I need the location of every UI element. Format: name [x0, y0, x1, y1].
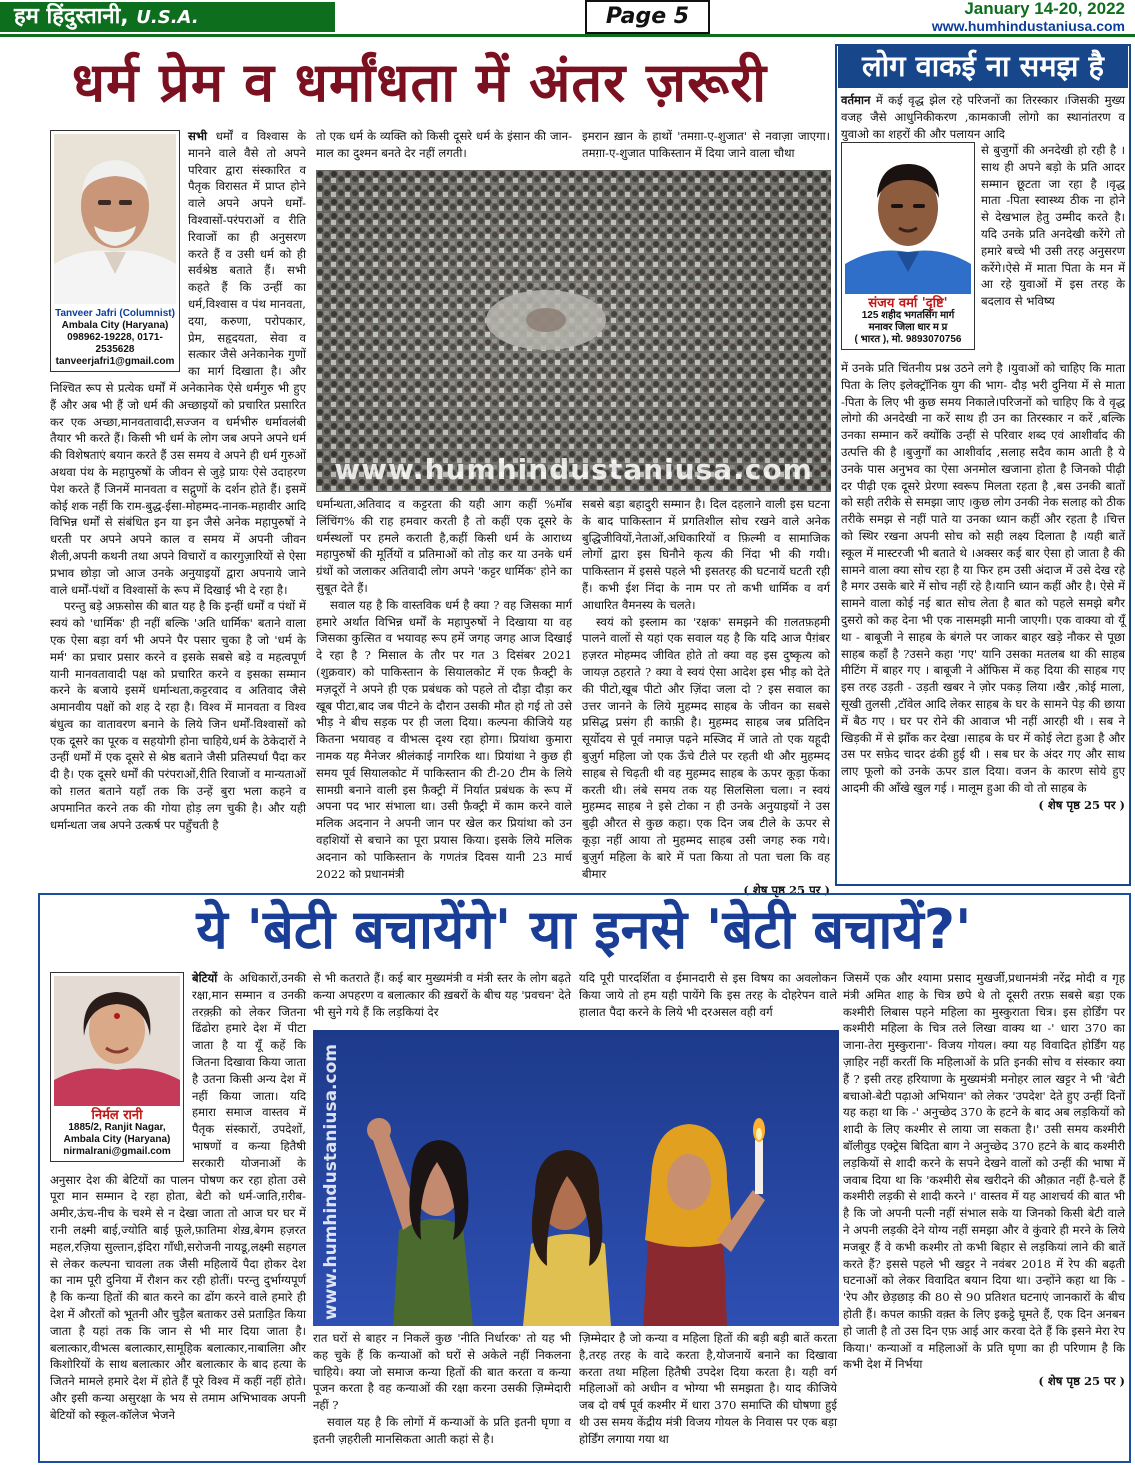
- paragraph: ज़िम्मेदार है जो कन्या व महिला हितों की बड़ी बड़ी बातें करता है,तरह तरह के वादे करता है,योजनायें बनाने का दिखावा करता तथा महिला हितैषी उपदेश दिया करता है। यही वर्ग महिलाओं को अधीन व भोग्या भी समझता है। याद कीजिये जब दो वर्ष पूर्व कश्मीर में धारा 370 समाप्ति की घोषणा हुई थी उस समय केंद्रीय मंत्री विजय गोयल के निवास पर एक बड़ा होर्डिंग लगाया गया था: [579, 1331, 837, 1446]
- author-portrait: [845, 146, 971, 294]
- paragraph: सवाल यह है कि वास्तविक धर्म है क्या ? वह जिसका मार्ग हमारे अर्थात विभिन्न धर्मों के महापुरुषों ने दिखाया या वह जिसका कुत्सित व भयावह रूप हमें जगह जगह आज दिखाई दे रहा है ? मिसाल के तौर पर गत 3 दिसंबर 2021 (शुक्रवार) को पाकिस्तान के सियालकोट में एक फ़ैक्ट्री के मज़दूरों ने अपने ही एक प्रबंधक को पहले तो दौड़ा दौड़ा कर खूब पीटा,बाद जब पीटने के दौरान उसकी मौत हो गई तो उसे भीड़ ने बीच सड़क पर ही जला दिया। कल्पना कीजिये यह कितना भयावह व वीभत्स दृश्य रहा होगा। प्रियांथा कुमारा नामक यह मैनेजर श्रीलंकाई नागरिक था। प्रियांथा ने कुछ ही समय पूर्व सियालकोट में पाकिस्तान की टी-20 टीम के लिये सामग्री बनाने वाली इस फ़ैक्ट्री में निर्यात प्रबंधक के रूप में अपना पद भार संभाला था। उसी फ़ैक्ट्री में काम करने वाले मलिक अदनान ने अपनी जान पर खेल कर प्रियांथा को उन वहशियों से बचाने का पूरा प्रयास किया। इसके लिये मलिक अदनान को पाकिस्तान के गणतंत्र दिवस यानी 23 मार्च 2022 को प्रधानमंत्री: [316, 597, 572, 881]
- story2-author-box: [50, 972, 184, 1162]
- author-name: संजय वर्मा 'दृष्टि': [868, 296, 948, 311]
- drop-lead: वर्तमान: [841, 93, 871, 107]
- story2-headline: ये 'बेटी बचायेंगे' या इनसे 'बेटी बचायें?': [196, 898, 972, 961]
- paragraph: से बुजुर्गो की अनदेखी हो रही है ।साथ ही अपने बड़ो के प्रति आदर सम्मान छूटता जा रहा है ।वृद्ध माता -पिता स्वास्थ्य ठीक ना होने से देखभाल हेतु उम्मीद करते है। यदि उनके प्रति अनदेखी करेंगे तो हमारे बच्चे भी उसी तरह अनुसरण करेंगे।ऐसे में माता पिता के मन में आ रहे युवाओं में इस तरह के बदलाव से भविष्य: [981, 143, 1125, 309]
- paper-name-banner: [0, 2, 335, 32]
- author-address: 1885/2, Ranjit Nagar,: [68, 1122, 166, 1133]
- women-illustration-image: [313, 1030, 839, 1326]
- author-phone: 098962-19228, 0171-2535628: [67, 332, 163, 355]
- paragraph-text: धर्मों व विश्वास के मानने वाले वैसे तो अपने परिवार द्वारा संस्कारित व पैतृक विरासत में प्राप्त होने वाले अपने अपने धर्मों-विश्वासों-परंपराओं व रीति रिवाजों का ही अनुसरण करते हैं व उसी धर्म को ही सर्वश्रेष्ठ बताते हैं। सभी कहते हैं कि उन्हीं का धर्म,विश्वास व पंथ मानवता, दया, करुणा, परोपकार, प्रेम, सहृदयता, सेवा व सत्कार जैसे अनेकानेक गुणों का मार्ग दिखाता है। और निश्चित रूप से प्रत्येक धर्मों में अनेकानेक ऐसे धर्मगुरु भी हुए हैं और अब भी हैं जो धर्म की अच्छाइयों को प्रचारित प्रसारित कर एक अच्छा,मानवतावादी,सज्जन व धर्मभीरु धर्मावलंबी तैयार भी करते हैं। किसी भी धर्म के लोग जब अपने अपने धर्म की विशेषताएं बयान करते हैं उस समय वे अपने ही धर्म गुरुओं अथवा पंथ के महापुरुषों के जीवन से जुड़े प्रायः ऐसे उदाहरण पेश करते हैं जिनमें मानवता व सद्गुणों के दर्शन होते हैं। इसमें कोई शक नहीं कि राम-बुद्ध-ईसा-मोहम्मद-नानक-महावीर आदि विभिन्न धर्मों से संबंधित इन या इन जैसे अनेक महापुरुषों ने धरती पर अपने अपने काल व समय में अपनी जीवन शैली,अपनी कथनी तथा अपने विचारों व कारगुज़ारियों से ऐसा प्रभाव छोड़ा जो आज उनके अनुयाइयों द्वारा अपनाये जाने वाले धर्मों-पंथों व विश्वासों के रूप में दिखाई भी दे रहा है।: [50, 129, 306, 597]
- paragraph: में उनके प्रति चिंतनीय प्रश्न उठने लगे है ।युवाओं को चाहिए कि माता पिता के लिए इलेक्ट्रॉनिक युग की भाग- दौड़ भरी दुनिया में से माता -पिता के लिए भी कुछ समय निकाले।परिजनों को चाहिए कि वे वृद्ध लोगो की अनदेखी ना करें साथ ही उन का तिरस्कार न करें ,बल्कि उनका सम्मान करें क्योंकि उन्हीं से परिवार शब्द एवं आशीर्वाद की उत्पत्ति की है ।बुजुर्गों का आशीर्वाद ,सलाह सदैव काम आती है ये उनके पास अनुभव का ऐसा अनमोल खजाना होता है जिनको पीढ़ी दर पीढ़ी एक दूसरे प्रेरणा स्वरूप मिलता रहता है ,बस उनकी बातों को सही तरीके से समझा जाए ।कुछ लोग उनकी नेक सलाह को ठीक तरीके समझ से नहीं पाते या उनका ध्यान कहीं और रहता है ।चित्त को स्थिर रखना अपनी सोच को सही लक्ष्य दिलाता है ।यही बातें स्कूल में मास्टरजी भी बताते थे ।अक्सर कई बार ऐसा हो जाता है की सामने वाला क्या सोच रहा है या फिर हम उसी अंदाज में उसे देख रहे है मगर उसके बारे में सोच नहीं रहे है।यानि ध्यान कहीं और है। ऐसे में सामने वाला कोई नई बात सोच लेता है बात को पहले समझे बगैर दुसरो को कह देना भी एक नासमझी मानी जाएगी। एक वाक्या वो यूँ था - बाबूजी ने साहब के बंगले पर जाकर बाहर खड़े नौकर से पूछा साहब कहाँ है ?उसने कहा 'गए' यानि उसका मतलब था की साहब मीटिंग में बाहर गए । बाबूजी ने ऑफिस में कह दिया की साहब गए इस तरह उड़ती - उड़ती खबर ने ज़ोर पकड़ लिया ।खैर ,कोई माला, सूखी तुलसी ,टॉवेल आदि लेकर साहब के घर के सामने पेड़ की छाया में बैठ गए । घर पर रोने की आवाज भी नहीं आरही थी । सब ने खिड़की में से झाँक कर देखा ।साहब के घर में कोई लेटा हुआ है और उस पर सफ़ेद चादर ढंकी हुई थी । सब घर के अंदर गए और साथ लाए फूलो को उनके ऊपर डाल दिया। वजन के कारण सोये हुए आदमी की आँखे खुल गई । मालूम हुआ की वो तो साहब के: [841, 361, 1125, 795]
- paragraph: [841, 92, 1125, 142]
- issue-info: [932, 0, 1125, 34]
- paragraph: स्वयं को इस्लाम का 'रक्षक' समझने की ग़लतफ़हमी पालने वालों से यहां एक सवाल यह है कि यदि आज पैग़ंबर हज़रत मोहम्मद जीवित होते तो क्या वह इस दुष्कृत्य को जायज़ ठहराते ? क्या वे स्वयं ऐसा आदेश इस भीड़ को देते की पीटो,खूब पीटो और ज़िंदा जला दो ? इस सवाल का उत्तर जानने के लिये मुहम्मद साहब के जीवन का सबसे प्रसिद्ध प्रसंग ही काफ़ी है। मुहम्मद साहब जब प्रतिदिन सूर्योदय से पूर्व नमाज़ पढ़ने मस्जिद में जाते तो एक यहूदी बुज़ुर्ग महिला जो एक ऊँचे टीले पर रहती थी और मुहम्मद साहब से चिढ़ती थी वह मुहम्मद साहब के ऊपर कूड़ा फेंका करती थी। लंबे समय तक यह सिलसिला चला। न स्वयं मुहम्मद साहब ने इसे टोका न ही उनके अनुयाइयों ने उस बुढ़ी औरत से कुछ कहा। एक दिन जब टीले के ऊपर से कूड़ा नहीं आया तो मुहम्मद साहब उसी जगह रुक गये। बुज़ुर्ग महिला के बारे में पता किया तो पता चला कि वह बीमार: [582, 614, 830, 881]
- story1-column-1: [50, 128, 306, 884]
- continued-note: ( शेष पृष्ठ 25 पर ): [1038, 1374, 1125, 1389]
- story1-headline: धर्म प्रेम व धर्मांधता में अंतर ज़रूरी: [71, 51, 768, 114]
- story2-column-3-top: [579, 970, 837, 1026]
- story1-column-2-top: [316, 128, 572, 168]
- photo-watermark: www.humhindustaniusa.com: [321, 1044, 341, 1320]
- continued-note: ( शेष पृष्ठ 25 पर ): [1038, 797, 1125, 812]
- author-phone: ( भारत ), मो. 9893070756: [854, 334, 962, 345]
- author-name: निर्मल रानी: [91, 1108, 143, 1123]
- sidebar-author-box: [841, 142, 975, 350]
- sidebar-column: [841, 360, 1125, 880]
- author-address-1: 125 शहीद भगतसिंग मार्ग: [861, 310, 955, 321]
- paragraph: धर्मान्धता,अतिवाद व कट्टरता की यही आग कहीं %मॉब लिंचिंग% की राह हमवार करती है तो कहीं एक दूसरे के धर्मस्थलों पर हमले कराती है,कहीं किसी धर्म के आराध्य महापुरुषों की मूर्तियों व प्रतिमाओं को तोड़ कर या उनके धर्म ग्रंथों को जलाकर अतिवादी लोग अपने 'कट्टर धार्मिक' होने का सुबूत देते हैं।: [316, 497, 572, 595]
- page-number: Page 5: [585, 0, 710, 34]
- paragraph-text: के अधिकारों,उनकी रक्षा,मान सम्मान व उनकी तरक़्क़ी को लेकर जितना ढिंढोरा हमारे देश में पीटा जाता है या यूँ कहें कि जितना दिखावा किया जाता है उतना किसी अन्य देश में नहीं किया जाता। यदि हमारा समाज वास्तव में पैतृक संस्कारों, उपदेशों, भाषणों व कन्या हितैषी सरकारी योजनाओं के अनुसार देश की बेटियों का पालन पोषण कर रहा होता उसे पूरा मान सम्मान दे रहा होता, बेटी को धर्म-जाति,ग़रीब-अमीर,ऊंच-नीच के चश्मे से न देखा जाता तो आज घर घर में रानी लक्ष्मी बाई,ज्योति बाई फ़ूले,फ़ातिमा शेख़,बेगम हज़रत महल,रज़िया सुल्तान,इंदिरा गाँधी,सरोजनी नायडू,लक्ष्मी सहगल से लेकर कल्पना चावला तक जैसी महिलायें पैदा होकर देश का नाम पूरी दुनिया में रौशन कर रही होतीं। परन्तु दुर्भाग्यपूर्ण है कि कन्या हितों की बात करने का ढोंग करने वाले हमारे ही देश में औरतों को भूतनी और चुड़ैल बताकर उसे प्रताड़ित किया जाता है यहां तक कि जान से भी मार दिया जाता है। बलात्कार,वीभत्स बलात्कार,सामूहिक बलात्कार,नाबालिग़ और किशोरियों के साथ बलात्कार और बलात्कार के बाद हत्या के जितने मामले हमारे देश में होते हैं पूरे विश्व में कहीं नहीं होते। और इसी कन्या असुरक्षा के भय से तमाम अभिभावक अपनी बेटियों को स्कूल-कॉलेज भेजने: [50, 971, 306, 1422]
- drop-lead: सभी: [188, 129, 207, 143]
- story1-column-2: [316, 496, 572, 884]
- paragraph: रात घरों से बाहर न निकलें कुछ 'नीति निर्धारक' तो यह भी कह चुके हैं कि कन्याओं को घरों से अकेले नहीं निकलना चाहिये। क्या जो समाज कन्या हितों की बात करता व कन्या पूजन करता है वह कन्याओं की रक्षा करना उसकी ज़िम्मेदारी नहीं ?: [313, 1331, 571, 1413]
- paragraph: सवाल यह है कि लोगों में कन्याओं के प्रति इतनी घृणा व इतनी ज़हरीली मानसिकता आती कहां से है।: [313, 1414, 571, 1446]
- paragraph: से भी कतराते हैं। कई बार मुख्यमंत्री व मंत्री स्तर के लोग बढ़ते कन्या अपहरण व बलात्कार की ख़बरों के बीच यह 'प्रवचन' देते भी सुने गये हैं कि लड़कियां देर: [313, 971, 571, 1019]
- paragraph: जिसमें एक और श्यामा प्रसाद मुखर्जी,प्रधानमंत्री नरेंद्र मोदी व गृह मंत्री अमित शाह के चित्र छपे थे तो दूसरी तरफ़ सबसे बड़ा एक कश्मीरी लिबास पहने महिला का मुस्कुराता चित्र। इस होर्डिंग पर कश्मीरी महिला के चित्र तले लिखा वाक्य था -' धारा 370 का जाना-तेरा मुस्कुराना'- विजय गोयल। क्या यह विवादित होर्डिंग यह ज़ाहिर नहीं करतीं कि महिलाओं के प्रति इनकी सोच व संस्कार क्या हैं ? इसी तरह हरियाणा के मुख्यमंत्री मनोहर लाल खट्टर ने भी 'बेटी बचाओ-बेटी पढ़ाओ अभियान' को लेकर 'उपदेश' देते हुए उन्हीं दिनों यह कहा था कि -' अनुच्छेद 370 के हटने के बाद अब लड़कियों को शादी के लिए कश्मीर से लाया जा सकता है।' उसी समय कश्मीरी बॉलीवुड एक्ट्रेस बिदिता बाग ने अनुच्छेद 370 हटने के बाद कश्मीरी लड़कियों से शादी करने के सपने देखने वालों को उन्हीं की भाषा में जवाब दिया था कि 'कश्मीरी सेब खरीदने की औक़ात नहीं है-चले हैं कश्मीरी लड़की से शादी करने ।' वास्तव में यह आशचर्य की बात भी है कि जो अपनी पत्नी नहीं संभाल सके या जिनको किसी बेटी वाले ने अपनी लड़की देने योग्य नहीं समझा और वे कुंवारे ही मरने के लिये मजबूर हैं वे कभी कश्मीर तो कभी बिहार से लड़कियां लाने की बातें करते हैं? इससे पहले भी खट्टर ने नवंबर 2018 में रेप की बढ़ती घटनाओं को लेकर विवादित बयान दिया था। उन्होंने कहा था कि -'रेप और छेड़छाड़ की 80 से 90 प्रतिशत घटनाएं जानकारों के बीच होती हैं। कपल काफ़ी वक़्त के लिए इकट्ठे घूमते हैं, एक दिन अनबन हो जाती है तो उस दिन एफ़ आई आर करवा देते हैं कि इसने मेरा रेप किया।' कन्याओं व महिलाओं के प्रति घृणा का ही परिणाम है कि कभी देश में निर्भया: [843, 971, 1125, 1372]
- issue-date: January 14-20, 2022: [964, 0, 1125, 18]
- author-portrait: [54, 976, 180, 1106]
- story2-column-3: [579, 1330, 837, 1458]
- paragraph: तो एक धर्म के व्यक्ति को किसी दूसरे धर्म के इंसान की जान-माल का दुश्मन बनते देर नहीं लगती।: [316, 129, 572, 160]
- story2-column-2-top: [313, 970, 571, 1026]
- story1-column-3-top: [582, 128, 830, 168]
- story2-column-2: [313, 1330, 571, 1458]
- author-email: nirmalrani@gmail.com: [63, 1146, 171, 1157]
- crowd-photo: [316, 170, 831, 492]
- photo-watermark: www.humhindustaniusa.com: [334, 453, 813, 486]
- crowd-photo-image: [316, 170, 831, 492]
- story1-author-box: [50, 130, 180, 372]
- paper-region: U.S.A.: [136, 7, 199, 28]
- drop-lead: बेटियों: [192, 971, 218, 985]
- masthead: [0, 0, 1135, 36]
- paragraph: परन्तु बड़े अफ़सोस की बात यह है कि इन्हीं धर्मों व पंथों में स्वयं को 'धार्मिक' ही नहीं बल्कि 'अति धार्मिक' बताने वाला एक ऐसा बड़ा वर्ग भी अपने पैर पसार चुका है जो 'धर्म के मर्म' का प्रचार प्रसार करने व इसके सबसे बड़े व महत्वपूर्ण यानी मानवतावादी पक्ष को प्रचारित करने व इसका सम्मान करने के बजाये इसमें धर्मान्धता,कट्टरवाद व अतिवाद जैसे अमानवीय पक्षों को शह दे रहा है। विश्व में मानवता व विश्व बंधुत्व का वातावरण बनाने के लिये जिन धर्मों-विश्वासों को एक दूसरे का पूरक व सहयोगी होना चाहिये,धर्म के ठेकेदारों ने उन्हीं धर्मों में एक दूसरे से श्रेष्ठ बताने जैसी प्रतिस्पर्धा पैदा कर दी है। एक दूसरे धर्मों की परंपराओं,रीति रिवाजों व मान्यताओं को ग़लत बताने यहाँ तक कि उन्हें बुरा भला कहने व अपमानित करने तक की गोया होड़ लग चुकी है। और यही धर्मान्धता जब अपने उत्कर्ष पर पहुँचती है: [50, 599, 306, 832]
- women-illustration: [313, 1030, 839, 1326]
- continued-note: ( शेष पृष्ठ 25 पर ): [743, 883, 830, 898]
- masthead-rule: [0, 34, 1135, 37]
- author-email: tanveerjafri1@gmail.com: [55, 356, 175, 367]
- paragraph: इमरान ख़ान के हाथों 'तमग़ा-ए-शुजात' से नवाज़ा जाएगा। तमग़ा-ए-शुजात पाकिस्तान में दिया जाने वाला चौथा: [582, 129, 830, 160]
- sidebar-intro: [841, 92, 1125, 140]
- sidebar-wrap-text: [981, 142, 1125, 360]
- author-city: Ambala City (Haryana): [61, 320, 169, 331]
- website-url: www.humhindustaniusa.com: [931, 18, 1125, 34]
- paragraph: सबसे बड़ा बहादुरी सम्मान है। दिल दहलाने वाली इस घटना के बाद पाकिस्तान में प्रगतिशील सोच रखने वाले अनेक बुद्धिजीवियों,नेताओं,अधिकारियों व फ़िल्मी व सामाजिक लोगों द्वारा इस घिनौने कृत्य की निंदा भी की गयी। पाकिस्तान में इससे पहले भी इसतरह की घटनायें घटती रही हैं। कभी ईश निंदा के नाम पर तो कभी धार्मिक व वर्ग आधारित वैमनस्य के चलते।: [582, 497, 830, 612]
- story2-column-1: [50, 970, 306, 1458]
- story1-column-3: [582, 496, 830, 898]
- paragraph-text: में कई वृद्ध झेल रहे परिजनों का तिरस्कार ।जिसकी मुख्य वजह जैसे आधुनिकीकरण ,कामकाजी लोगो का स्थानांतरण व युवाओ का शहरों की और पलायन आदि: [841, 93, 1126, 141]
- story2-column-4: [843, 970, 1125, 1458]
- author-portrait: [54, 134, 176, 304]
- author-name: Tanveer Jafri (Columnist): [55, 308, 175, 319]
- author-city: Ambala City (Haryana): [63, 1134, 171, 1145]
- sidebar-headline: लोग वाकई ना समझ है: [838, 44, 1128, 88]
- paragraph: यदि पूरी पारदर्शिता व ईमानदारी से इस विषय का अवलोकन किया जाये तो हम यही पायेंगे कि इस तरह के दोहरेपन वाले हालात पैदा करने के लिये भी दरअसल वही वर्ग: [579, 971, 837, 1019]
- author-address-2: मनावर जिला धार म प्र: [868, 322, 948, 333]
- paper-name: हम हिंदुस्तानी,: [14, 4, 129, 29]
